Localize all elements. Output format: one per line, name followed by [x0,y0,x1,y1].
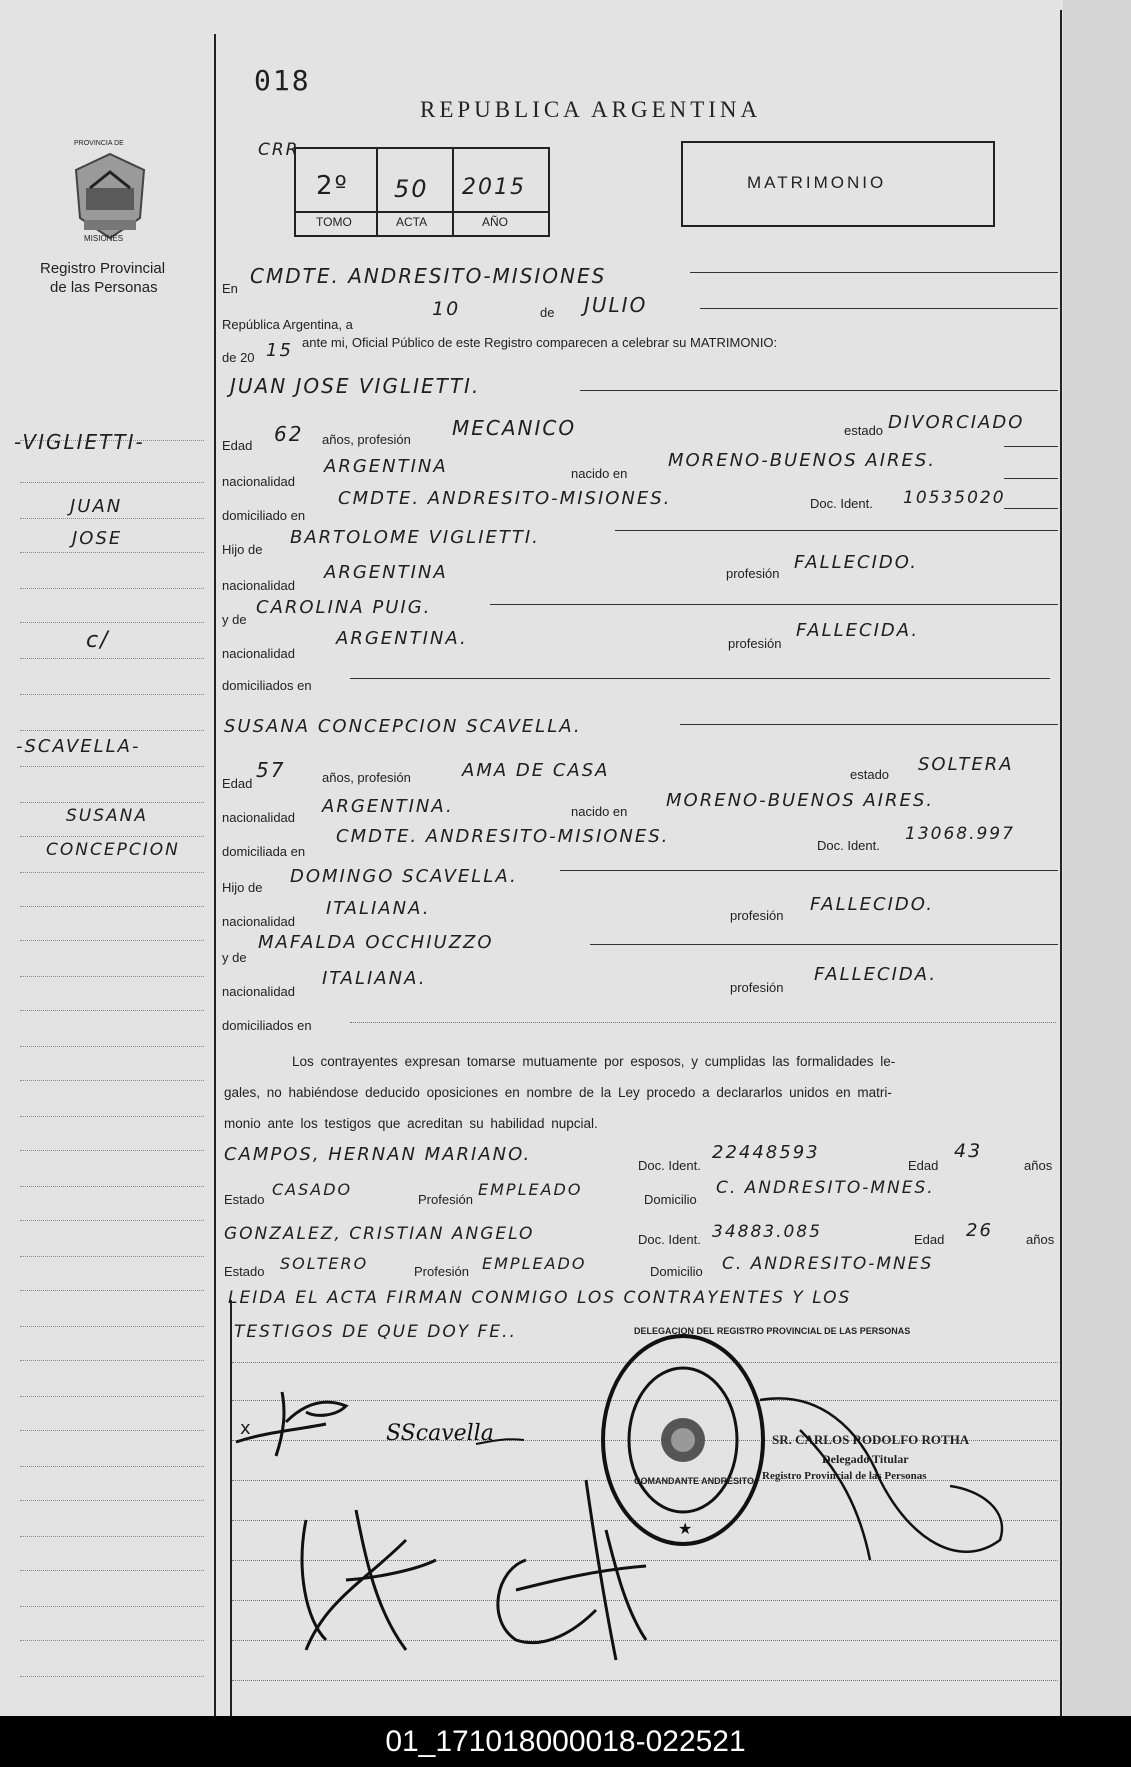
declaration-line3: monio ante los testigos que acreditan su habilidad nupcial. [224,1116,598,1131]
bride-born: MORENO-BUENOS AIRES. [666,790,935,811]
bride-mother-profession: FALLECIDA. [814,964,938,985]
groom-age: 62 [274,422,304,446]
registry-subtitle: de las Personas [50,279,158,296]
bride-yde-label: y de [222,950,247,965]
bride-father-nationality: ITALIANA. [326,898,431,919]
witness2-edad-label: Edad [914,1232,945,1247]
groom-hijo-label: Hijo de [222,542,263,557]
bride-father-profession: FALLECIDO. [810,894,934,915]
republica-label: República Argentina, a [222,317,353,332]
witness1-anios-label: años [1024,1158,1053,1173]
signature-mark: x [240,1418,253,1439]
anio-value: 2015 [462,175,526,200]
bride-name: SUSANA CONCEPCION SCAVELLA. [224,716,582,737]
witness1-age: 43 [954,1140,983,1162]
groom-yde-label: y de [222,612,247,627]
bride-doc: 13068.997 [905,824,1015,844]
doc-type: MATRIMONIO [747,173,887,192]
page-edge [1063,0,1131,1716]
groom-dom-label: domiciliado en [222,508,306,523]
closing-line1: LEIDA EL ACTA FIRMAN CONMIGO LOS CONTRAYENTES Y LOS [228,1288,852,1308]
bride-doc-label: Doc. Ident. [817,838,880,853]
official-title: Delegado Titular [822,1452,909,1466]
official-name: SR. CARLOS RODOLFO ROTHA [772,1432,970,1447]
witness1-signature [286,1500,446,1660]
witness1-estado-label: Estado [224,1192,265,1207]
acta-label: ACTA [396,215,428,229]
bride-nac-label: nacionalidad [222,810,296,825]
official-signature [760,1390,1010,1570]
bride-status: SOLTERA [918,754,1014,775]
official-office: Registro Provincial de las Personas [762,1470,927,1482]
bride-signature [386,1404,526,1454]
province-emblem [70,148,150,244]
left-border-line [214,34,216,1716]
groom-mother-profession: FALLECIDA. [796,620,920,641]
groom-father-nationality: ARGENTINA [324,562,448,583]
place-value: CMDTE. ANDRESITO-MISIONES [250,264,607,288]
witness1-prof-label: Profesión [418,1192,473,1207]
crr-note: CRR [258,140,300,160]
groom-mother-nationality: ARGENTINA. [336,628,468,649]
page-number: 018 [254,64,311,97]
witness2-anios-label: años [1026,1232,1055,1247]
tomo-label: TOMO [316,215,352,229]
doc-type-box [681,141,995,227]
groom-nationality: ARGENTINA [324,456,448,477]
groom-father-prof-label: profesión [726,566,780,581]
margin-bride-name2: CONCEPCION [46,840,180,860]
groom-profesion-label: años, profesión [322,432,411,447]
oficial-text: ante mi, Oficial Público de este Registro comparecen a celebrar su MATRIMONIO: [302,335,778,350]
groom-mother-prof-label: profesión [728,636,782,651]
day-value: 10 [432,298,461,320]
witness1-profession: EMPLEADO [478,1180,583,1199]
groom-signature [226,1372,386,1462]
seal-inner-text: COMANDANTE ANDRESITO [634,1476,755,1486]
groom-father: BARTOLOME VIGLIETTI. [290,527,540,548]
witness1-edad-label: Edad [908,1158,939,1173]
bride-domiciliados-label: domiciliados en [222,1018,312,1033]
bride-hijo-label: Hijo de [222,880,263,895]
witness1-doc: 22448593 [712,1142,820,1163]
margin-groom-surname: -VIGLIETTI- [14,430,145,454]
witness2-signature [476,1470,656,1670]
groom-father-nac-label: nacionalidad [222,578,296,593]
witness2-domicile: C. ANDRESITO-MNES [722,1254,934,1274]
witness2-status: SOLTERO [280,1254,369,1273]
bride-mother: MAFALDA OCCHIUZZO [258,932,494,953]
emblem-bottom-text: MISIONES [84,234,124,243]
groom-status: DIVORCIADO [888,412,1025,433]
groom-born: MORENO-BUENOS AIRES. [668,450,937,471]
bride-profesion-label: años, profesión [322,770,411,785]
witness2-estado-label: Estado [224,1264,265,1279]
acta-value: 50 [394,175,429,203]
bride-dom-label: domiciliada en [222,844,306,859]
margin-groom-name2: JOSE [72,528,123,549]
bride-father-prof-label: profesión [730,908,784,923]
witness2-name: GONZALEZ, CRISTIAN ANGELO [224,1224,535,1244]
witness1-doc-label: Doc. Ident. [638,1158,701,1173]
country-title: REPUBLICA ARGENTINA [420,97,762,122]
volume-box [294,147,550,237]
bride-nationality: ARGENTINA. [322,796,454,817]
registry-name: Registro Provincial [40,260,166,277]
margin-groom-name1: JUAN [70,496,123,517]
groom-mother: CAROLINA PUIG. [256,597,432,618]
bride-domicile: CMDTE. ANDRESITO-MISIONES. [336,826,670,847]
groom-mother-nac-label: nacionalidad [222,646,296,661]
bride-edad-label: Edad [222,776,253,791]
tomo-value: 2º [316,171,349,201]
de-label: de [540,305,555,320]
groom-doc-label: Doc. Ident. [810,496,873,511]
closing-line2: TESTIGOS DE QUE DOY FE.. [234,1322,517,1342]
bride-mother-prof-label: profesión [730,980,784,995]
groom-nacido-label: nacido en [571,466,628,481]
declaration-line1: Los contrayentes expresan tomarse mutuamente por esposos, y cumplidas las formalidades le- [292,1054,896,1069]
witness1-dom-label: Domicilio [644,1192,697,1207]
witness1-name: CAMPOS, HERNAN MARIANO. [224,1144,532,1165]
margin-conj: c/ [86,628,110,653]
bride-profession: AMA DE CASA [462,760,610,781]
witness1-domicile: C. ANDRESITO-MNES. [716,1178,935,1198]
year-prefix: de 20 [222,350,255,365]
groom-domiciliados-label: domiciliados en [222,678,312,693]
groom-name: JUAN JOSE VIGLIETTI. [230,374,481,398]
witness2-doc-label: Doc. Ident. [638,1232,701,1247]
declaration-line2: gales, no habiéndose deducido oposiciones en nombre de la Ley procedo a declararlos unidos en matri- [224,1085,892,1100]
bride-age: 57 [256,758,286,782]
margin-bride-name1: SUSANA [66,806,149,826]
margin-bride-surname: -SCAVELLA- [16,736,141,757]
bride-father-nac-label: nacionalidad [222,914,296,929]
bride-mother-nac-label: nacionalidad [222,984,296,999]
bride-estado-label: estado [850,767,890,782]
witness2-dom-label: Domicilio [650,1264,703,1279]
bride-signature-text: SScavella [386,1421,494,1446]
year-suffix: 15 [266,340,293,361]
groom-nac-label: nacionalidad [222,474,296,489]
seal-outer-text: DELEGACION DEL REGISTRO PROVINCIAL DE LAS PERSONAS [634,1326,911,1336]
groom-profession: MECANICO [452,416,577,440]
witness2-doc: 34883.085 [712,1222,822,1242]
en-label: En [222,281,238,296]
groom-doc: 10535020 [903,488,1006,508]
svg-text:★: ★ [678,1519,693,1538]
bride-mother-nationality: ITALIANA. [322,968,427,989]
bride-father: DOMINGO SCAVELLA. [290,866,518,887]
file-id-caption: 01_171018000018-022521 [0,1716,1131,1767]
groom-domicile: CMDTE. ANDRESITO-MISIONES. [338,488,672,509]
anio-label: AÑO [482,215,509,229]
witness2-prof-label: Profesión [414,1264,469,1279]
witness2-age: 26 [966,1220,993,1241]
month-value: JULIO [584,293,648,317]
bride-nacido-label: nacido en [571,804,628,819]
witness1-status: CASADO [272,1180,353,1199]
groom-edad-label: Edad [222,438,253,453]
right-border-line [1060,10,1062,1716]
groom-estado-label: estado [844,423,884,438]
groom-father-profession: FALLECIDO. [794,552,918,573]
witness2-profession: EMPLEADO [482,1254,587,1273]
emblem-top-text: PROVINCIA DE [74,140,124,147]
